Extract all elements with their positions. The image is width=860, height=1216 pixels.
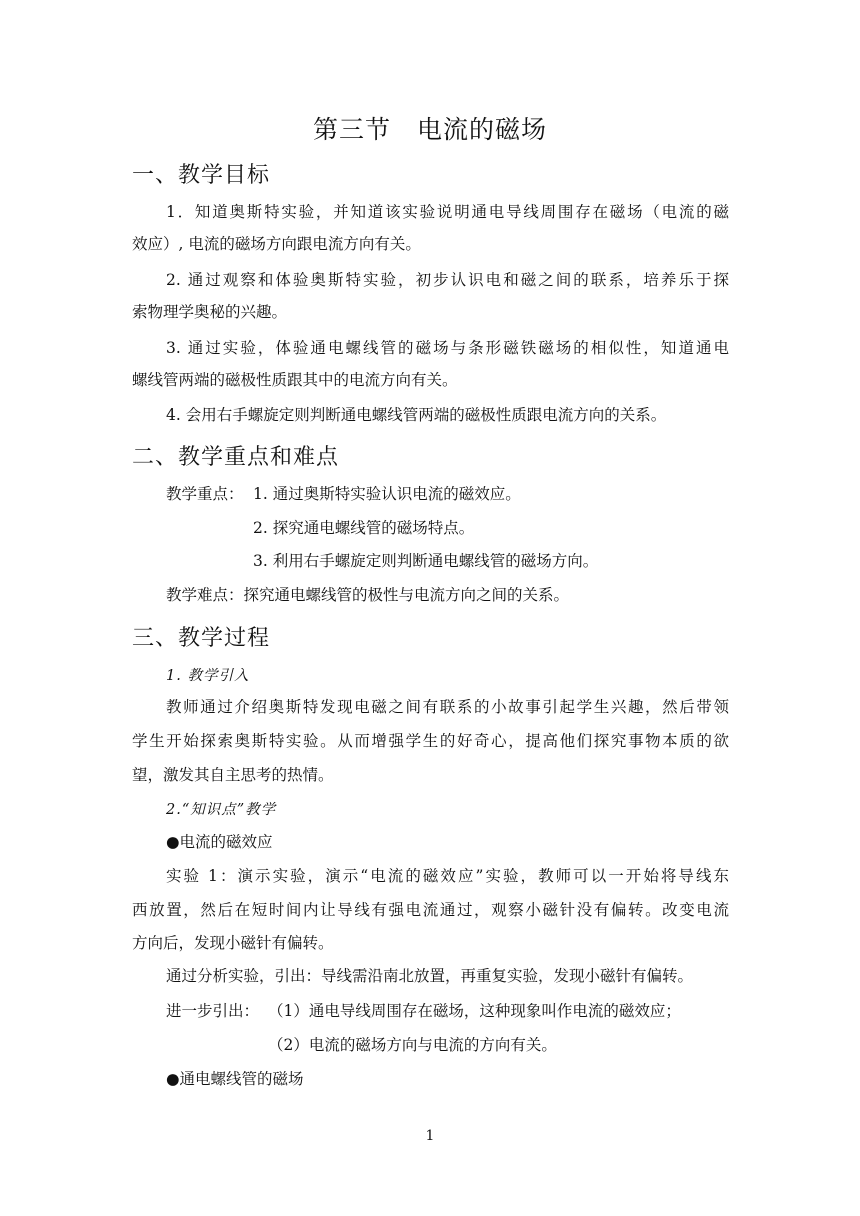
section-heading-key-points: 二、教学重点和难点 bbox=[132, 445, 340, 470]
further-label: 进一步引出： bbox=[166, 1002, 260, 1020]
objective-1-line-2: 效应）, 电流的磁场方向跟电流方向有关。 bbox=[132, 235, 421, 253]
intro-line-2: 学生开始探索奥斯特实验。从而增强学生的好奇心，提高他们探究事物本质的欲 bbox=[132, 732, 729, 750]
section-heading-process: 三、教学过程 bbox=[132, 626, 271, 651]
key-points-label: 教学重点： bbox=[166, 485, 244, 503]
further-point-2: （2）电流的磁场方向与电流的方向有关。 bbox=[268, 1036, 557, 1054]
objective-3-line-2: 螺线管两端的磁极性质跟其中的电流方向有关。 bbox=[132, 371, 458, 389]
bullet-solenoid: ●通电螺线管的磁场 bbox=[166, 1070, 304, 1088]
page-title: 第三节 电流的磁场 bbox=[312, 115, 547, 144]
objective-4: 4. 会用右手螺旋定则判断通电螺线管两端的磁极性质跟电流方向的关系。 bbox=[166, 406, 667, 424]
difficulty-point: 教学难点：探究通电螺线管的极性与电流方向之间的关系。 bbox=[166, 586, 570, 604]
objective-3-line-1: 3. 通过实验，体验通电螺线管的磁场与条形磁铁磁场的相似性，知道通电 bbox=[166, 339, 729, 357]
page-number: 1 bbox=[425, 1128, 435, 1144]
section-heading-objectives: 一、教学目标 bbox=[132, 163, 271, 188]
intro-line-3: 望，激发其自主思考的热情。 bbox=[132, 766, 334, 784]
experiment-1-line-3: 方向后，发现小磁针有偏转。 bbox=[132, 934, 334, 952]
objective-1-line-1: 1．知道奥斯特实验，并知道该实验说明通电导线周围存在磁场（电流的磁 bbox=[166, 203, 729, 221]
objective-2-line-2: 索物理学奥秘的兴趣。 bbox=[132, 303, 288, 321]
objective-2-line-1: 2. 通过观察和体验奥斯特实验，初步认识电和磁之间的联系，培养乐于探 bbox=[166, 271, 729, 289]
experiment-1-line-2: 西放置，然后在短时间内让导线有强电流通过，观察小磁针没有偏转。改变电流 bbox=[132, 901, 729, 919]
step-1-heading: 1. 教学引入 bbox=[166, 668, 250, 684]
key-point-3: 3. 利用右手螺旋定则判断通电螺线管的磁场方向。 bbox=[253, 552, 599, 570]
key-point-1: 1. 通过奥斯特实验认识电流的磁效应。 bbox=[253, 485, 521, 503]
further-point-1: （1）通电导线周围存在磁场，这种现象叫作电流的磁效应； bbox=[268, 1002, 681, 1020]
intro-line-1: 教师通过介绍奥斯特发现电磁之间有联系的小故事引起学生兴趣，然后带领 bbox=[166, 698, 729, 716]
bullet-magnetic-effect: ●电流的磁效应 bbox=[166, 833, 273, 851]
step-2-heading: 2.“知识点”教学 bbox=[166, 802, 277, 818]
key-point-2: 2. 探究通电螺线管的磁场特点。 bbox=[253, 519, 475, 537]
analysis-text: 通过分析实验，引出：导线需沿南北放置，再重复实验，发现小磁针有偏转。 bbox=[166, 967, 694, 985]
experiment-1-line-1: 实验 1：演示实验，演示“电流的磁效应”实验，教师可以一开始将导线东 bbox=[166, 867, 729, 885]
